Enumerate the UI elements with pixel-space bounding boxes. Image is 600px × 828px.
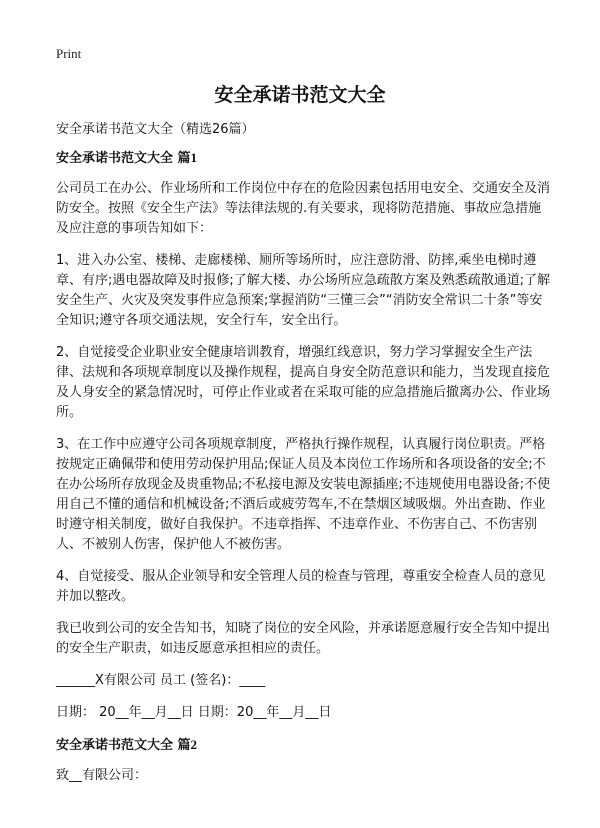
section-1-intro-paragraph: 公司员工在办公、作业场所和工作岗位中存在的危险因素包括用电安全、交通安全及消防安全。按照《安全生产法》等法律法规的.有关要求，现将防范措施、事故应急措施及应注意的事项告知如下： <box>56 181 551 236</box>
document-body <box>56 120 552 798</box>
print-label: Print <box>56 46 82 61</box>
section-1-heading-text: 安全承诺书范文大全 篇 <box>56 151 191 166</box>
section-2-heading-text: 安全承诺书范文大全 篇 <box>56 738 191 753</box>
document-title: 安全承诺书范文大全 <box>214 84 386 106</box>
section-1-item-2: 2、自觉接受企业职业安全健康培训教育，增强红线意识，努力学习掌握安全生产法律、法规和各项规章制度以及操作规程，提高自身安全防范意识和能力，当发现直接危及人身安全的紧急情况时，可停止作业或者在采取可能的应急措施后撤离办公、作业场所。 <box>56 345 551 420</box>
section-1-item-3: 3、在工作中应遵守公司各项规章制度，严格执行操作规程，认真履行岗位职责。严格按规定正确佩带和使用劳动保护用品;保证人员及本岗位工作场所和各项设备的安全;不在办公场所存放现金及贵重物品;不私接电源及安装电源插座;不违规使用电器设备;不使用自己不懂的通信和机械设备;不酒后或疲劳驾车,不在禁烟区域吸烟。外出查勘、作业时遵守相关制度，做好自我保护。不违章指挥、不违章作业、不伤害自己、不伤害别人、不被别人伤害，保护他人不被伤害。 <box>56 437 551 552</box>
section-1-item-4: 4、自觉接受、服从企业领导和安全管理人员的检查与管理，尊重安全检查人员的意见并加以整改。 <box>56 569 546 604</box>
section-2-heading <box>56 735 552 756</box>
date-line: 日期： 20__年__月__日 日期：20__年__月__日 <box>56 705 332 720</box>
section-1-heading <box>56 148 552 169</box>
section-1-heading-number: 1 <box>190 150 198 165</box>
document-subtitle: 安全承诺书范文大全（精选26篇） <box>56 122 255 137</box>
section-1-commitment: 我已收到公司的安全告知书，知晓了岗位的安全风险，并承诺愿意履行安全告知中提出的安全生产职责，如违反愿意承担相应的责任。 <box>56 621 551 656</box>
section-2-salutation: 致__有限公司： <box>56 768 148 783</box>
signature-line: ______X有限公司 员工 (签名)：____ <box>56 673 266 688</box>
section-2-heading-number: 2 <box>190 737 198 752</box>
section-1-item-1: 1、进入办公室、楼梯、走廊楼梯、厕所等场所时，应注意防滑、防摔,乘坐电梯时遵章、有序;遇电器故障及时报修;了解大楼、办公场所应急疏散方案及熟悉疏散通道;了解安全生产、火灾及突发事件应急预案;掌握消防“三懂三会”“消防安全常识二十条”等安全知识;遵守各项交通法规，安全行车，安全出行。 <box>56 253 551 328</box>
